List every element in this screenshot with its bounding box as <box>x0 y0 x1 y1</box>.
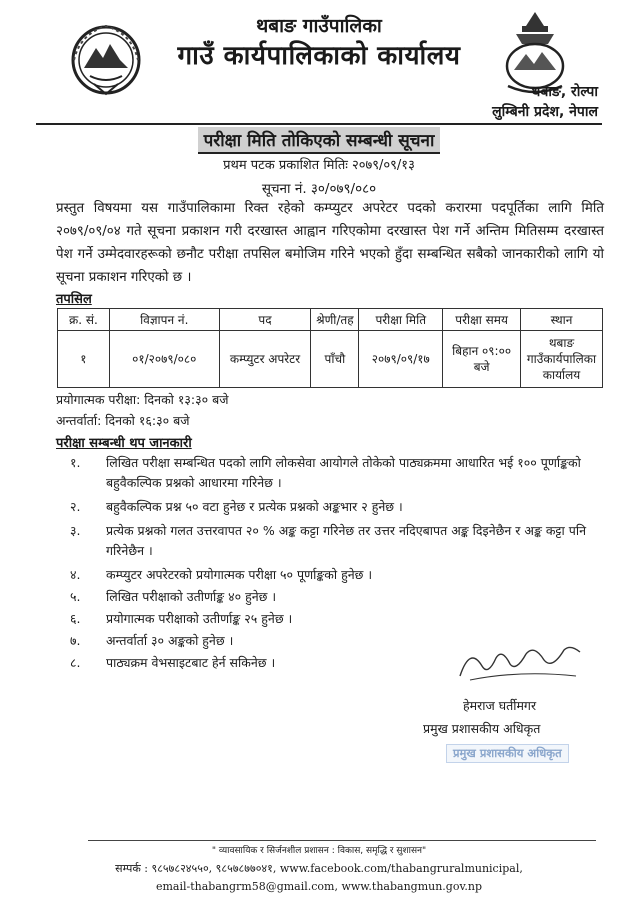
col-header-level: श्रेणी/तह <box>311 309 359 331</box>
header-divider <box>36 123 602 125</box>
list-item <box>58 587 606 607</box>
footer-contact-phone: सम्पर्क : ९८५७८२४५५०, ९८५७८७७०४१, www.facebook.com/thabangruralmunicipal, <box>115 862 523 875</box>
item-number: ४. <box>70 567 81 582</box>
list-item <box>58 565 606 585</box>
col-header-post: पद <box>219 309 311 331</box>
schedule-table <box>57 308 603 388</box>
list-item <box>58 521 606 561</box>
item-text: बहुवैकल्पिक प्रश्न ५० वटा हुनेछ र प्रत्येक प्रश्नको अङ्कभार २ हुनेछ । <box>106 499 403 514</box>
table-header-row <box>58 309 603 331</box>
cell-post: कम्प्युटर अपरेटर <box>219 331 311 388</box>
col-header-date: परीक्षा मिति <box>359 309 443 331</box>
cell-venue: थबाङ गाउँकार्यपालिका कार्यालय <box>521 331 603 388</box>
item-text: लिखित परीक्षाको उतीर्णाङ्क ४० हुनेछ । <box>106 589 277 604</box>
address-district: थबाङ, रोल्पा <box>531 84 598 100</box>
item-text: प्रत्येक प्रश्नको गलत उत्तरवापत २० % अङ्क कट्टा गरिनेछ तर उत्तर नदिएबापत अङ्क दिइनेछैन र अङ्क कट्टा पनि गरिनेछैन । <box>106 523 587 558</box>
item-text: अन्तर्वार्ता ३० अङ्कको हुनेछ । <box>106 633 234 648</box>
interview-time: अन्तर्वार्ता: दिनको १६:३० बजे <box>56 413 190 428</box>
item-number: ६. <box>70 611 81 626</box>
cell-ad-no: ०१/२०७९/०८० <box>109 331 219 388</box>
col-header-time: परीक्षा समय <box>443 309 521 331</box>
footer-contact-email: email-thabangrm58@gmail.com, www.thabangmun.gov.np <box>155 880 482 893</box>
signature-icon <box>440 636 590 686</box>
list-item <box>58 497 606 517</box>
item-text: कम्प्युटर अपरेटरको प्रयोगात्मक परीक्षा ५० पूर्णाङ्कको हुनेछ । <box>106 567 373 582</box>
notice-body: प्रस्तुत विषयमा यस गाउँपालिकामा रिक्त रहेको कम्प्युटर अपरेटर पदको करारमा पदपूर्तिका लागि मिति २०७९/०९/०४ गते सूचना प्रकाशन गरी दरखास्त आह्वान गरिएकोमा दरखास्त पेश गर्ने अन्तिम मितिसम्म दरखास्त पेश गर्ने उम्मेदवारहरूको छनौट परीक्षा तपसिल बमोजिम गरिने भएको हुँदा सम्बन्धित सबैको जानकारीको लागि यो सूचना प्रकाशन गरिएको छ । <box>56 201 604 285</box>
details-heading: परीक्षा सम्बन्धी थप जानकारी <box>56 436 192 451</box>
table-row <box>58 331 603 388</box>
address-province: लुम्बिनी प्रदेश, नेपाल <box>492 104 598 120</box>
schedule-heading: तपसिल <box>56 292 92 307</box>
item-number: २. <box>70 499 81 514</box>
practical-time: प्रयोगात्मक परीक्षा: दिनको १३:३० बजे <box>56 392 229 407</box>
municipality-name: थबाङ गाउँपालिका <box>256 15 382 37</box>
item-text: पाठ्यक्रम वेभसाइटबाट हेर्न सकिनेछ । <box>106 655 276 670</box>
cell-date: २०७९/०९/१७ <box>359 331 443 388</box>
footer-divider <box>88 840 596 841</box>
cell-time: बिहान ०९:०० बजे <box>443 331 521 388</box>
item-number: ७. <box>70 633 81 648</box>
notice-title-wrap <box>0 127 638 154</box>
item-number: ३. <box>70 523 81 538</box>
office-name: गाउँ कार्यपालिकाको कार्यालय <box>177 41 461 71</box>
notice-title: परीक्षा मिति तोकिएको सम्बन्धी सूचना <box>198 127 441 154</box>
item-number: ८. <box>70 655 81 670</box>
notice-number: सूचना नं. ३०/०७९/०८० <box>261 181 377 197</box>
published-date: प्रथम पटक प्रकाशित मितिः २०७९/०९/१३ <box>223 158 415 173</box>
signatory-name: हेमराज घर्तीमगर <box>463 698 537 713</box>
cell-sn: १ <box>58 331 110 388</box>
official-stamp: प्रमुख प्रशासकीय अधिकृत <box>446 744 569 763</box>
item-text: प्रयोगात्मक परीक्षाको उतीर्णाङ्क २५ हुनेछ । <box>106 611 293 626</box>
signatory-designation: प्रमुख प्रशासकीय अधिकृत <box>423 721 541 736</box>
footer-slogan: " व्यावसायिक र सिर्जनशील प्रशासन : विकास, समृद्धि र सुशासन" <box>211 846 427 856</box>
list-item <box>58 453 606 493</box>
item-text: लिखित परीक्षा सम्बन्धित पदको लागि लोकसेवा आयोगले तोकेको पाठ्यक्रममा आधारित भई १०० पूर्णाङ्कको बहुवैकल्पिक प्रश्नको आधारमा गरिनेछ । <box>106 455 581 490</box>
col-header-sn: क्र. सं. <box>58 309 110 331</box>
item-number: ५. <box>70 589 81 604</box>
list-item <box>58 609 606 629</box>
col-header-venue: स्थान <box>521 309 603 331</box>
cell-level: पाँचौ <box>311 331 359 388</box>
col-header-ad-no: विज्ञापन नं. <box>109 309 219 331</box>
item-number: १. <box>70 455 81 470</box>
